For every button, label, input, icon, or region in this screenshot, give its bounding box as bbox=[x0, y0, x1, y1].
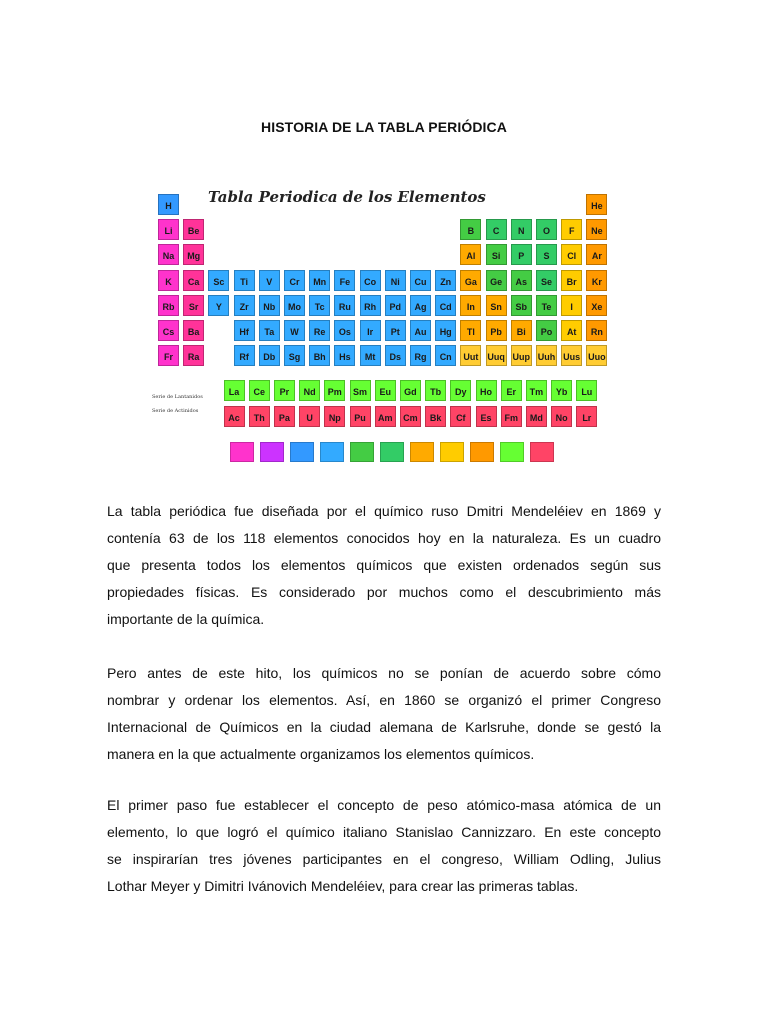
element-in: In bbox=[460, 295, 481, 316]
element-tc: Tc bbox=[309, 295, 330, 316]
element-ge: Ge bbox=[486, 270, 507, 291]
element-sm: Sm bbox=[350, 380, 371, 401]
element-th: Th bbox=[249, 406, 270, 427]
element-c: C bbox=[486, 219, 507, 240]
element-lu: Lu bbox=[576, 380, 597, 401]
element-se: Se bbox=[536, 270, 557, 291]
element-uus: Uus bbox=[561, 345, 582, 366]
element-ni: Ni bbox=[385, 270, 406, 291]
element-pb: Pb bbox=[486, 320, 507, 341]
element-br: Br bbox=[561, 270, 582, 291]
element-be: Be bbox=[183, 219, 204, 240]
element-ru: Ru bbox=[334, 295, 355, 316]
paragraph-line: nombrar y ordenar los elementos. Así, en 1860 se organizó el primer Congreso bbox=[107, 692, 661, 708]
element-po: Po bbox=[536, 320, 557, 341]
element-pm: Pm bbox=[324, 380, 345, 401]
element-nb: Nb bbox=[259, 295, 280, 316]
paragraph-line: elemento, lo que logró el químico italiano Stanislao Cannizzaro. En este concepto bbox=[107, 824, 661, 840]
element-pt: Pt bbox=[385, 320, 406, 341]
element-lr: Lr bbox=[576, 406, 597, 427]
element-ca: Ca bbox=[183, 270, 204, 291]
paragraph-line: propiedades físicas. Es considerado por muchos como el descubrimiento más bbox=[107, 584, 661, 600]
element-er: Er bbox=[501, 380, 522, 401]
element-uuo: Uuo bbox=[586, 345, 607, 366]
element-ti: Ti bbox=[234, 270, 255, 291]
paragraph-line: El primer paso fue establecer el concepto de peso atómico-masa atómica de un bbox=[107, 797, 661, 813]
element-rh: Rh bbox=[360, 295, 381, 316]
element-cn: Cn bbox=[435, 345, 456, 366]
element-ir: Ir bbox=[360, 320, 381, 341]
element-la: La bbox=[224, 380, 245, 401]
element-he: He bbox=[586, 194, 607, 215]
element-hs: Hs bbox=[334, 345, 355, 366]
element-uup: Uup bbox=[511, 345, 532, 366]
legend-swatch bbox=[530, 442, 554, 462]
element-k: K bbox=[158, 270, 179, 291]
element-uuh: Uuh bbox=[536, 345, 557, 366]
element-cu: Cu bbox=[410, 270, 431, 291]
element-mn: Mn bbox=[309, 270, 330, 291]
element-p: P bbox=[511, 244, 532, 265]
element-si: Si bbox=[486, 244, 507, 265]
element-cd: Cd bbox=[435, 295, 456, 316]
element-fe: Fe bbox=[334, 270, 355, 291]
element-re: Re bbox=[309, 320, 330, 341]
legend-swatch bbox=[320, 442, 344, 462]
paragraph bbox=[107, 792, 661, 900]
element-cm: Cm bbox=[400, 406, 421, 427]
paragraph-line: importante de la química. bbox=[107, 611, 265, 627]
paragraph-line: que presenta todos los elementos químicos que existen ordenados según sus bbox=[107, 557, 661, 573]
element-rb: Rb bbox=[158, 295, 179, 316]
paragraph bbox=[107, 498, 661, 633]
element-o: O bbox=[536, 219, 557, 240]
element-nd: Nd bbox=[299, 380, 320, 401]
legend-swatch bbox=[260, 442, 284, 462]
paragraph-line: Internacional de Químicos en la ciudad alemana de Karlsruhe, donde se gestó la bbox=[107, 719, 661, 735]
element-bi: Bi bbox=[511, 320, 532, 341]
element-hf: Hf bbox=[234, 320, 255, 341]
legend-swatch bbox=[230, 442, 254, 462]
element-zn: Zn bbox=[435, 270, 456, 291]
document-title: HISTORIA DE LA TABLA PERIÓDICA bbox=[261, 119, 507, 135]
paragraph-line: Lothar Meyer y Dimitri Ivánovich Mendeléiev, para crear las primeras tablas. bbox=[107, 878, 579, 894]
lanthanide-series-label: Serie de Lantanidos bbox=[152, 394, 203, 400]
element-na: Na bbox=[158, 244, 179, 265]
element-li: Li bbox=[158, 219, 179, 240]
element-v: V bbox=[259, 270, 280, 291]
element-yb: Yb bbox=[551, 380, 572, 401]
legend-swatch bbox=[350, 442, 374, 462]
element-pa: Pa bbox=[274, 406, 295, 427]
element-fr: Fr bbox=[158, 345, 179, 366]
legend-swatch bbox=[410, 442, 434, 462]
element-sr: Sr bbox=[183, 295, 204, 316]
element-ho: Ho bbox=[476, 380, 497, 401]
element-tm: Tm bbox=[526, 380, 547, 401]
element-kr: Kr bbox=[586, 270, 607, 291]
element-cs: Cs bbox=[158, 320, 179, 341]
element-sc: Sc bbox=[208, 270, 229, 291]
element-os: Os bbox=[334, 320, 355, 341]
element-ds: Ds bbox=[385, 345, 406, 366]
element-es: Es bbox=[476, 406, 497, 427]
element-ga: Ga bbox=[460, 270, 481, 291]
legend-swatch bbox=[440, 442, 464, 462]
element-db: Db bbox=[259, 345, 280, 366]
element-pd: Pd bbox=[385, 295, 406, 316]
element-xe: Xe bbox=[586, 295, 607, 316]
element-s: S bbox=[536, 244, 557, 265]
element-ar: Ar bbox=[586, 244, 607, 265]
element-te: Te bbox=[536, 295, 557, 316]
element-h: H bbox=[158, 194, 179, 215]
element-uut: Uut bbox=[460, 345, 481, 366]
element-gd: Gd bbox=[400, 380, 421, 401]
element-sn: Sn bbox=[486, 295, 507, 316]
paragraph-line: Pero antes de este hito, los químicos no se ponían de acuerdo sobre cómo bbox=[107, 665, 661, 681]
element-as: As bbox=[511, 270, 532, 291]
element-mt: Mt bbox=[360, 345, 381, 366]
element-ce: Ce bbox=[249, 380, 270, 401]
element-hg: Hg bbox=[435, 320, 456, 341]
paragraph bbox=[107, 660, 661, 768]
element-at: At bbox=[561, 320, 582, 341]
element-au: Au bbox=[410, 320, 431, 341]
actinide-series-label: Serie de Actinidos bbox=[152, 408, 199, 414]
element-al: Al bbox=[460, 244, 481, 265]
legend-swatch bbox=[470, 442, 494, 462]
legend-swatch bbox=[500, 442, 524, 462]
element-tl: Tl bbox=[460, 320, 481, 341]
element-no: No bbox=[551, 406, 572, 427]
element-ac: Ac bbox=[224, 406, 245, 427]
legend-swatch bbox=[290, 442, 314, 462]
element-dy: Dy bbox=[450, 380, 471, 401]
periodic-table-image bbox=[150, 172, 618, 468]
element-rf: Rf bbox=[234, 345, 255, 366]
element-pr: Pr bbox=[274, 380, 295, 401]
element-cl: Cl bbox=[561, 244, 582, 265]
element-pu: Pu bbox=[350, 406, 371, 427]
element-uuq: Uuq bbox=[486, 345, 507, 366]
legend-swatch bbox=[380, 442, 404, 462]
element-ba: Ba bbox=[183, 320, 204, 341]
element-zr: Zr bbox=[234, 295, 255, 316]
element-md: Md bbox=[526, 406, 547, 427]
element-ta: Ta bbox=[259, 320, 280, 341]
element-ra: Ra bbox=[183, 345, 204, 366]
element-mg: Mg bbox=[183, 244, 204, 265]
paragraph-line: La tabla periódica fue diseñada por el químico ruso Dmitri Mendeléiev en 1869 y bbox=[107, 503, 661, 519]
element-bk: Bk bbox=[425, 406, 446, 427]
paragraph-line: manera en la que actualmente organizamos los elementos químicos. bbox=[107, 746, 535, 762]
element-i: I bbox=[561, 295, 582, 316]
element-bh: Bh bbox=[309, 345, 330, 366]
element-b: B bbox=[460, 219, 481, 240]
element-fm: Fm bbox=[501, 406, 522, 427]
element-eu: Eu bbox=[375, 380, 396, 401]
element-np: Np bbox=[324, 406, 345, 427]
element-w: W bbox=[284, 320, 305, 341]
element-am: Am bbox=[375, 406, 396, 427]
element-ne: Ne bbox=[586, 219, 607, 240]
paragraph-line: contenía 63 de los 118 elementos conocidos hoy en la naturaleza. Es un cuadro bbox=[107, 530, 661, 546]
periodic-table-title: Tabla Periodica de los Elementos bbox=[208, 188, 486, 206]
element-cf: Cf bbox=[450, 406, 471, 427]
element-u: U bbox=[299, 406, 320, 427]
element-cr: Cr bbox=[284, 270, 305, 291]
element-y: Y bbox=[208, 295, 229, 316]
element-sb: Sb bbox=[511, 295, 532, 316]
element-rn: Rn bbox=[586, 320, 607, 341]
element-f: F bbox=[561, 219, 582, 240]
element-tb: Tb bbox=[425, 380, 446, 401]
element-n: N bbox=[511, 219, 532, 240]
element-sg: Sg bbox=[284, 345, 305, 366]
paragraph-line: se inspirarían tres jóvenes participantes en el congreso, William Odling, Julius bbox=[107, 851, 661, 867]
element-rg: Rg bbox=[410, 345, 431, 366]
element-ag: Ag bbox=[410, 295, 431, 316]
element-mo: Mo bbox=[284, 295, 305, 316]
element-co: Co bbox=[360, 270, 381, 291]
